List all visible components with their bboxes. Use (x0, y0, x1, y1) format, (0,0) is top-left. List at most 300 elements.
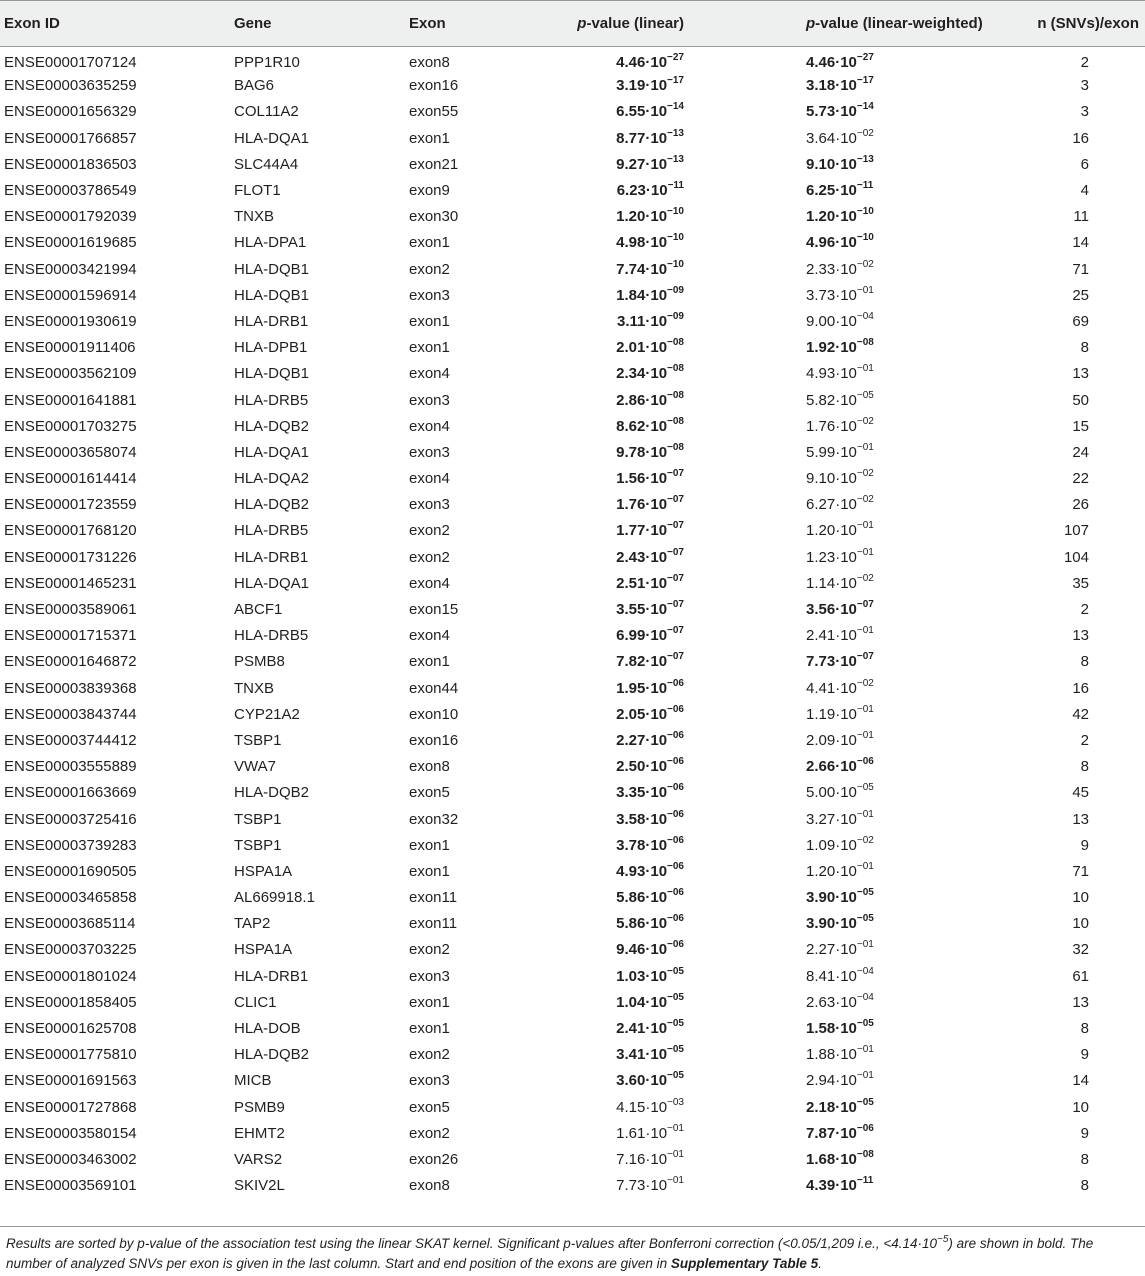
cell-exon: exon26 (409, 1150, 459, 1168)
p-value-mantissa: 2.27·10 (616, 731, 668, 749)
p-value-mantissa: 2.51·10 (616, 574, 668, 592)
cell-exon-id: ENSE00003839368 (4, 679, 137, 697)
cell-n-snvs: 13 (1072, 365, 1089, 383)
cell-exon-id: ENSE00001911406 (4, 339, 136, 357)
cell-exon: exon1 (409, 836, 450, 854)
cell-exon-id: ENSE00001836503 (4, 155, 137, 173)
p-value-mantissa: 2.41·10 (616, 1020, 668, 1038)
cell-p-weighted (688, 177, 988, 203)
cell-n-snvs: 71 (1072, 260, 1089, 278)
table-footnote (6, 1234, 1140, 1274)
p-value-mantissa: 1.68·10 (806, 1150, 857, 1168)
cell-exon-id: ENSE00003786549 (4, 182, 137, 200)
p-value-exponent: −06 (667, 887, 684, 899)
cell-exon: exon1 (409, 339, 450, 357)
cell-exon-id: ENSE00001707124 (4, 54, 137, 72)
cell-gene: HLA-DQA1 (234, 129, 310, 147)
p-value-mantissa: 2.18·10 (806, 1098, 857, 1116)
cell-exon-id: ENSE00003739283 (4, 836, 137, 854)
table-row (0, 911, 1145, 937)
cell-exon-id: ENSE00003725416 (4, 810, 137, 828)
table-row (0, 1094, 1145, 1120)
cell-n-snvs: 69 (1072, 312, 1089, 330)
cell-exon-id: ENSE00003703225 (4, 941, 137, 959)
cell-exon: exon1 (409, 129, 450, 147)
cell-p-linear (518, 754, 688, 780)
cell-gene: ABCF1 (234, 601, 283, 619)
cell-exon: exon1 (409, 1020, 450, 1038)
cell-gene: AL669918.1 (234, 889, 315, 907)
p-value-mantissa: 3.56·10 (806, 601, 857, 619)
p-value-mantissa: 2.01·10 (616, 339, 668, 357)
cell-p-linear (518, 1068, 688, 1094)
cell-exon-id: ENSE00001766857 (4, 129, 137, 147)
footnote-text-1: Results are sorted by p-value of the association test using the linear SKAT kernel. Significant p-values after Bonferroni correction (<0.05/1,209 i.e., <4.14·10 (6, 1236, 938, 1251)
p-value-exponent: −07 (667, 520, 684, 532)
cell-exon-id: ENSE00001801024 (4, 967, 137, 985)
cell-n-snvs: 2 (1080, 731, 1089, 749)
cell-exon: exon16 (409, 77, 459, 95)
header-p-linear-text: -value (linear) (586, 15, 684, 32)
cell-p-weighted (688, 701, 988, 727)
p-value-mantissa: 1.76·10 (616, 496, 668, 514)
p-value-mantissa: 2.43·10 (616, 548, 668, 566)
cell-n-snvs: 50 (1072, 391, 1089, 409)
p-value-mantissa: 1.19·10 (806, 705, 857, 723)
cell-gene: FLOT1 (234, 182, 281, 200)
cell-n-snvs: 35 (1072, 574, 1089, 592)
cell-exon-id: ENSE00001596914 (4, 286, 137, 304)
cell-n-snvs: 10 (1072, 889, 1089, 907)
cell-n-snvs: 71 (1072, 862, 1089, 880)
cell-exon: exon30 (409, 208, 459, 226)
cell-gene: HLA-DOB (234, 1020, 301, 1038)
cell-n-snvs: 8 (1080, 758, 1089, 776)
p-value-exponent: −07 (667, 599, 684, 611)
p-value-exponent: −05 (856, 1018, 874, 1030)
cell-exon: exon32 (409, 810, 459, 828)
header-exon: Exon (405, 1, 518, 47)
cell-p-weighted (688, 125, 988, 151)
table-row (0, 1042, 1145, 1068)
header-row (0, 1, 1145, 47)
p-value-mantissa: 3.90·10 (806, 889, 857, 907)
p-value-exponent: −05 (667, 1018, 684, 1030)
p-value-exponent: −01 (856, 860, 874, 872)
cell-p-linear (518, 518, 688, 544)
p-value-exponent: −27 (667, 52, 684, 64)
p-value-mantissa: 5.86·10 (616, 915, 668, 933)
cell-gene: HLA-DQB1 (234, 365, 310, 383)
p-value-mantissa: 2.05·10 (616, 705, 668, 723)
p-value-exponent: −01 (856, 546, 874, 558)
table-row (0, 989, 1145, 1015)
table-row (0, 754, 1145, 780)
cell-p-weighted (688, 1042, 988, 1068)
cell-n-snvs: 11 (1073, 208, 1089, 226)
cell-p-linear (518, 230, 688, 256)
cell-n-snvs: 8 (1080, 1150, 1089, 1168)
p-value-mantissa: 1.76·10 (806, 417, 857, 435)
p-value-exponent: −08 (667, 389, 684, 401)
p-value-exponent: −13 (667, 153, 684, 165)
cell-gene: HLA-DRB5 (234, 522, 309, 540)
header-p-weighted-text: -value (linear-weighted) (815, 15, 983, 32)
cell-p-linear (518, 1173, 688, 1199)
cell-n-snvs: 16 (1072, 679, 1089, 697)
cell-gene: HSPA1A (234, 862, 293, 880)
cell-exon: exon5 (409, 784, 450, 802)
cell-p-weighted (688, 937, 988, 963)
cell-p-weighted (688, 256, 988, 282)
p-value-exponent: −01 (856, 520, 874, 532)
p-value-exponent: −08 (856, 337, 874, 349)
p-value-exponent: −06 (667, 756, 684, 768)
cell-n-snvs: 4 (1080, 182, 1089, 200)
cell-exon-id: ENSE00001727868 (4, 1098, 137, 1116)
p-value-exponent: −01 (856, 1044, 874, 1056)
p-value-mantissa: 1.56·10 (616, 470, 668, 488)
cell-p-linear (518, 911, 688, 937)
p-value-mantissa: 2.09·10 (806, 731, 857, 749)
cell-exon: exon4 (409, 365, 450, 383)
cell-p-weighted (688, 596, 988, 622)
p-value-exponent: −14 (856, 101, 874, 113)
cell-p-linear (518, 937, 688, 963)
table-row (0, 256, 1145, 282)
cell-exon: exon10 (409, 705, 459, 723)
cell-p-weighted (688, 387, 988, 413)
p-value-mantissa: 4.98·10 (616, 234, 668, 252)
table-row (0, 387, 1145, 413)
p-value-exponent: −07 (667, 468, 684, 480)
cell-p-linear (518, 675, 688, 701)
p-value-exponent: −02 (856, 572, 874, 584)
table-body (0, 47, 1145, 1199)
cell-p-linear (518, 177, 688, 203)
p-value-exponent: −01 (856, 939, 874, 951)
cell-exon: exon2 (409, 522, 450, 540)
table-row (0, 649, 1145, 675)
cell-p-weighted (688, 151, 988, 177)
cell-exon-id: ENSE00003635259 (4, 77, 137, 95)
p-value-exponent: −08 (856, 1148, 874, 1160)
cell-exon-id: ENSE00001465231 (4, 574, 137, 592)
p-value-mantissa: 4.96·10 (806, 234, 857, 252)
cell-exon: exon55 (409, 103, 459, 121)
p-value-mantissa: 7.73·10 (806, 653, 857, 671)
p-value-exponent: −02 (856, 468, 874, 480)
p-value-exponent: −08 (667, 441, 684, 453)
header-p-linear-italic: p (577, 15, 587, 32)
p-value-exponent: −17 (667, 75, 684, 87)
cell-exon-id: ENSE00003843744 (4, 705, 137, 723)
cell-exon: exon2 (409, 1046, 450, 1064)
p-value-mantissa: 3.78·10 (616, 836, 668, 854)
cell-exon: exon1 (409, 862, 450, 880)
cell-exon: exon11 (409, 915, 458, 933)
cell-gene: HLA-DQB2 (234, 496, 310, 514)
p-value-exponent: −14 (667, 101, 684, 113)
cell-exon-id: ENSE00003580154 (4, 1124, 137, 1142)
cell-gene: SKIV2L (234, 1177, 285, 1195)
table-row (0, 701, 1145, 727)
cell-p-linear (518, 649, 688, 675)
p-value-mantissa: 2.94·10 (806, 1072, 857, 1090)
p-value-exponent: −06 (667, 729, 684, 741)
cell-gene: PPP1R10 (234, 54, 300, 72)
cell-exon: exon3 (409, 496, 450, 514)
cell-n-snvs: 13 (1072, 627, 1089, 645)
cell-exon-id: ENSE00001619685 (4, 234, 137, 252)
cell-gene: HLA-DRB5 (234, 627, 309, 645)
table-row (0, 885, 1145, 911)
p-value-mantissa: 6.55·10 (616, 103, 668, 121)
cell-exon-id: ENSE00001690505 (4, 862, 137, 880)
cell-exon: exon9 (409, 182, 450, 200)
cell-n-snvs: 32 (1072, 941, 1089, 959)
p-value-exponent: −11 (856, 180, 874, 192)
cell-p-weighted (688, 204, 988, 230)
table-row (0, 413, 1145, 439)
cell-gene: TSBP1 (234, 810, 282, 828)
p-value-exponent: −09 (667, 310, 684, 322)
table-row (0, 963, 1145, 989)
p-value-exponent: −04 (856, 310, 874, 322)
cell-p-linear (518, 544, 688, 570)
cell-gene: CYP21A2 (234, 705, 300, 723)
cell-exon-id: ENSE00001691563 (4, 1072, 137, 1090)
p-value-mantissa: 3.60·10 (616, 1072, 668, 1090)
p-value-exponent: −11 (667, 180, 684, 192)
p-value-mantissa: 3.11·10 (616, 312, 668, 330)
p-value-mantissa: 5.73·10 (806, 103, 857, 121)
cell-exon: exon3 (409, 443, 450, 461)
cell-p-linear (518, 858, 688, 884)
cell-p-weighted (688, 492, 988, 518)
cell-p-weighted (688, 99, 988, 125)
cell-p-weighted (688, 570, 988, 596)
cell-exon: exon44 (409, 679, 459, 697)
p-value-mantissa: 3.90·10 (806, 915, 857, 933)
p-value-mantissa: 2.34·10 (616, 365, 668, 383)
cell-n-snvs: 16 (1072, 129, 1089, 147)
p-value-exponent: −06 (856, 1122, 874, 1134)
cell-p-weighted (688, 1015, 988, 1041)
cell-p-linear (518, 1094, 688, 1120)
cell-p-weighted (688, 780, 988, 806)
p-value-exponent: −01 (856, 441, 874, 453)
cell-exon-id: ENSE00003555889 (4, 758, 137, 776)
table-row (0, 727, 1145, 753)
table-row (0, 125, 1145, 151)
cell-gene: HLA-DQB2 (234, 417, 310, 435)
p-value-mantissa: 4.46·10 (616, 54, 668, 72)
cell-n-snvs: 45 (1072, 784, 1089, 802)
cell-p-linear (518, 832, 688, 858)
cell-gene: HLA-DRB1 (234, 548, 309, 566)
p-value-exponent: −01 (856, 703, 874, 715)
p-value-mantissa: 1.58·10 (806, 1020, 857, 1038)
cell-n-snvs: 6 (1080, 155, 1089, 173)
p-value-exponent: −11 (856, 1175, 874, 1187)
cell-p-linear (518, 256, 688, 282)
p-value-mantissa: 3.27·10 (806, 810, 857, 828)
cell-n-snvs: 8 (1080, 339, 1089, 357)
p-value-mantissa: 9.10·10 (806, 470, 857, 488)
cell-exon-id: ENSE00003569101 (4, 1177, 137, 1195)
p-value-mantissa: 7.87·10 (806, 1124, 857, 1142)
table-row (0, 937, 1145, 963)
p-value-exponent: −02 (856, 127, 874, 139)
cell-p-linear (518, 335, 688, 361)
cell-p-weighted (688, 335, 988, 361)
cell-n-snvs: 2 (1080, 601, 1089, 619)
cell-p-weighted (688, 544, 988, 570)
p-value-exponent: −02 (856, 258, 874, 270)
cell-gene: TNXB (234, 679, 275, 697)
cell-p-weighted (688, 282, 988, 308)
cell-n-snvs: 3 (1080, 77, 1089, 95)
cell-gene: SLC44A4 (234, 155, 299, 173)
p-value-exponent: −01 (667, 1175, 684, 1187)
p-value-exponent: −01 (856, 808, 874, 820)
cell-p-weighted (688, 518, 988, 544)
p-value-mantissa: 4.15·10 (616, 1098, 668, 1116)
p-value-exponent: −06 (667, 808, 684, 820)
cell-p-linear (518, 806, 688, 832)
table-row (0, 47, 1145, 73)
cell-n-snvs: 10 (1072, 1098, 1089, 1116)
footnote-text-3: . (818, 1256, 822, 1271)
cell-gene: HLA-DQB2 (234, 784, 310, 802)
table-row (0, 570, 1145, 596)
p-value-exponent: −02 (856, 494, 874, 506)
cell-exon-id: ENSE00003658074 (4, 443, 137, 461)
cell-gene: HLA-DQA1 (234, 574, 310, 592)
p-value-mantissa: 9.00·10 (806, 312, 857, 330)
cell-p-weighted (688, 649, 988, 675)
p-value-exponent: −07 (856, 599, 874, 611)
cell-exon: exon1 (409, 653, 450, 671)
p-value-exponent: −05 (667, 991, 684, 1003)
cell-n-snvs: 8 (1080, 653, 1089, 671)
cell-p-linear (518, 989, 688, 1015)
table-row (0, 439, 1145, 465)
cell-gene: HLA-DRB5 (234, 391, 309, 409)
table-row (0, 780, 1145, 806)
cell-p-weighted (688, 1146, 988, 1172)
p-value-exponent: −06 (667, 939, 684, 951)
cell-exon: exon3 (409, 286, 450, 304)
cell-gene: HSPA1A (234, 941, 293, 959)
cell-gene: HLA-DQB1 (234, 286, 310, 304)
p-value-exponent: −07 (667, 625, 684, 637)
cell-exon-id: ENSE00003463002 (4, 1150, 137, 1168)
cell-exon: exon21 (409, 155, 459, 173)
p-value-exponent: −02 (856, 415, 874, 427)
p-value-mantissa: 2.86·10 (616, 391, 668, 409)
cell-exon-id: ENSE00003421994 (4, 260, 137, 278)
p-value-exponent: −06 (667, 782, 684, 794)
cell-p-linear (518, 73, 688, 99)
cell-p-linear (518, 125, 688, 151)
p-value-mantissa: 1.92·10 (806, 339, 857, 357)
table-row (0, 1146, 1145, 1172)
p-value-exponent: −01 (856, 625, 874, 637)
header-p-linear (518, 1, 688, 47)
p-value-exponent: −01 (667, 1122, 684, 1134)
cell-exon-id: ENSE00003562109 (4, 365, 137, 383)
table-row (0, 308, 1145, 334)
cell-p-linear (518, 623, 688, 649)
cell-exon: exon4 (409, 417, 450, 435)
cell-exon-id: ENSE00001646872 (4, 653, 137, 671)
table-row (0, 361, 1145, 387)
cell-gene: EHMT2 (234, 1124, 285, 1142)
cell-n-snvs: 14 (1072, 234, 1089, 252)
table-row (0, 858, 1145, 884)
cell-n-snvs: 26 (1072, 496, 1089, 514)
cell-n-snvs: 9 (1080, 1124, 1089, 1142)
p-value-mantissa: 9.46·10 (616, 941, 668, 959)
header-exon-id: Exon ID (0, 1, 230, 47)
p-value-exponent: −05 (667, 1070, 684, 1082)
p-value-mantissa: 7.16·10 (616, 1150, 668, 1168)
p-value-mantissa: 1.20·10 (616, 208, 668, 226)
cell-n-snvs: 3 (1080, 103, 1089, 121)
cell-p-linear (518, 492, 688, 518)
p-value-exponent: −10 (856, 206, 874, 218)
p-value-exponent: −05 (667, 965, 684, 977)
cell-gene: HLA-DQB1 (234, 260, 310, 278)
cell-p-linear (518, 47, 688, 73)
p-value-mantissa: 1.20·10 (806, 522, 857, 540)
cell-n-snvs: 61 (1072, 967, 1089, 985)
cell-p-weighted (688, 1173, 988, 1199)
cell-p-weighted (688, 413, 988, 439)
p-value-exponent: −06 (667, 913, 684, 925)
p-value-mantissa: 4.93·10 (616, 862, 668, 880)
cell-exon-id: ENSE00003465858 (4, 889, 137, 907)
cell-gene: TSBP1 (234, 836, 282, 854)
cell-gene: TAP2 (234, 915, 271, 933)
cell-exon: exon8 (409, 1177, 450, 1195)
p-value-exponent: −06 (667, 860, 684, 872)
cell-p-weighted (688, 1120, 988, 1146)
cell-n-snvs: 13 (1072, 993, 1089, 1011)
cell-n-snvs: 24 (1072, 443, 1089, 461)
p-value-mantissa: 7.82·10 (616, 653, 668, 671)
p-value-exponent: −10 (667, 206, 684, 218)
p-value-mantissa: 1.03·10 (616, 967, 668, 985)
cell-exon: exon1 (409, 993, 450, 1011)
p-value-exponent: −05 (856, 389, 874, 401)
p-value-mantissa: 9.78·10 (616, 443, 668, 461)
p-value-mantissa: 1.84·10 (616, 286, 668, 304)
p-value-exponent: −08 (667, 337, 684, 349)
cell-gene: PSMB9 (234, 1098, 285, 1116)
cell-p-linear (518, 701, 688, 727)
cell-p-linear (518, 570, 688, 596)
table-row (0, 282, 1145, 308)
p-value-exponent: −04 (856, 965, 874, 977)
cell-p-linear (518, 387, 688, 413)
p-value-exponent: −01 (856, 729, 874, 741)
p-value-mantissa: 2.33·10 (806, 260, 857, 278)
table-row (0, 466, 1145, 492)
cell-p-linear (518, 1015, 688, 1041)
